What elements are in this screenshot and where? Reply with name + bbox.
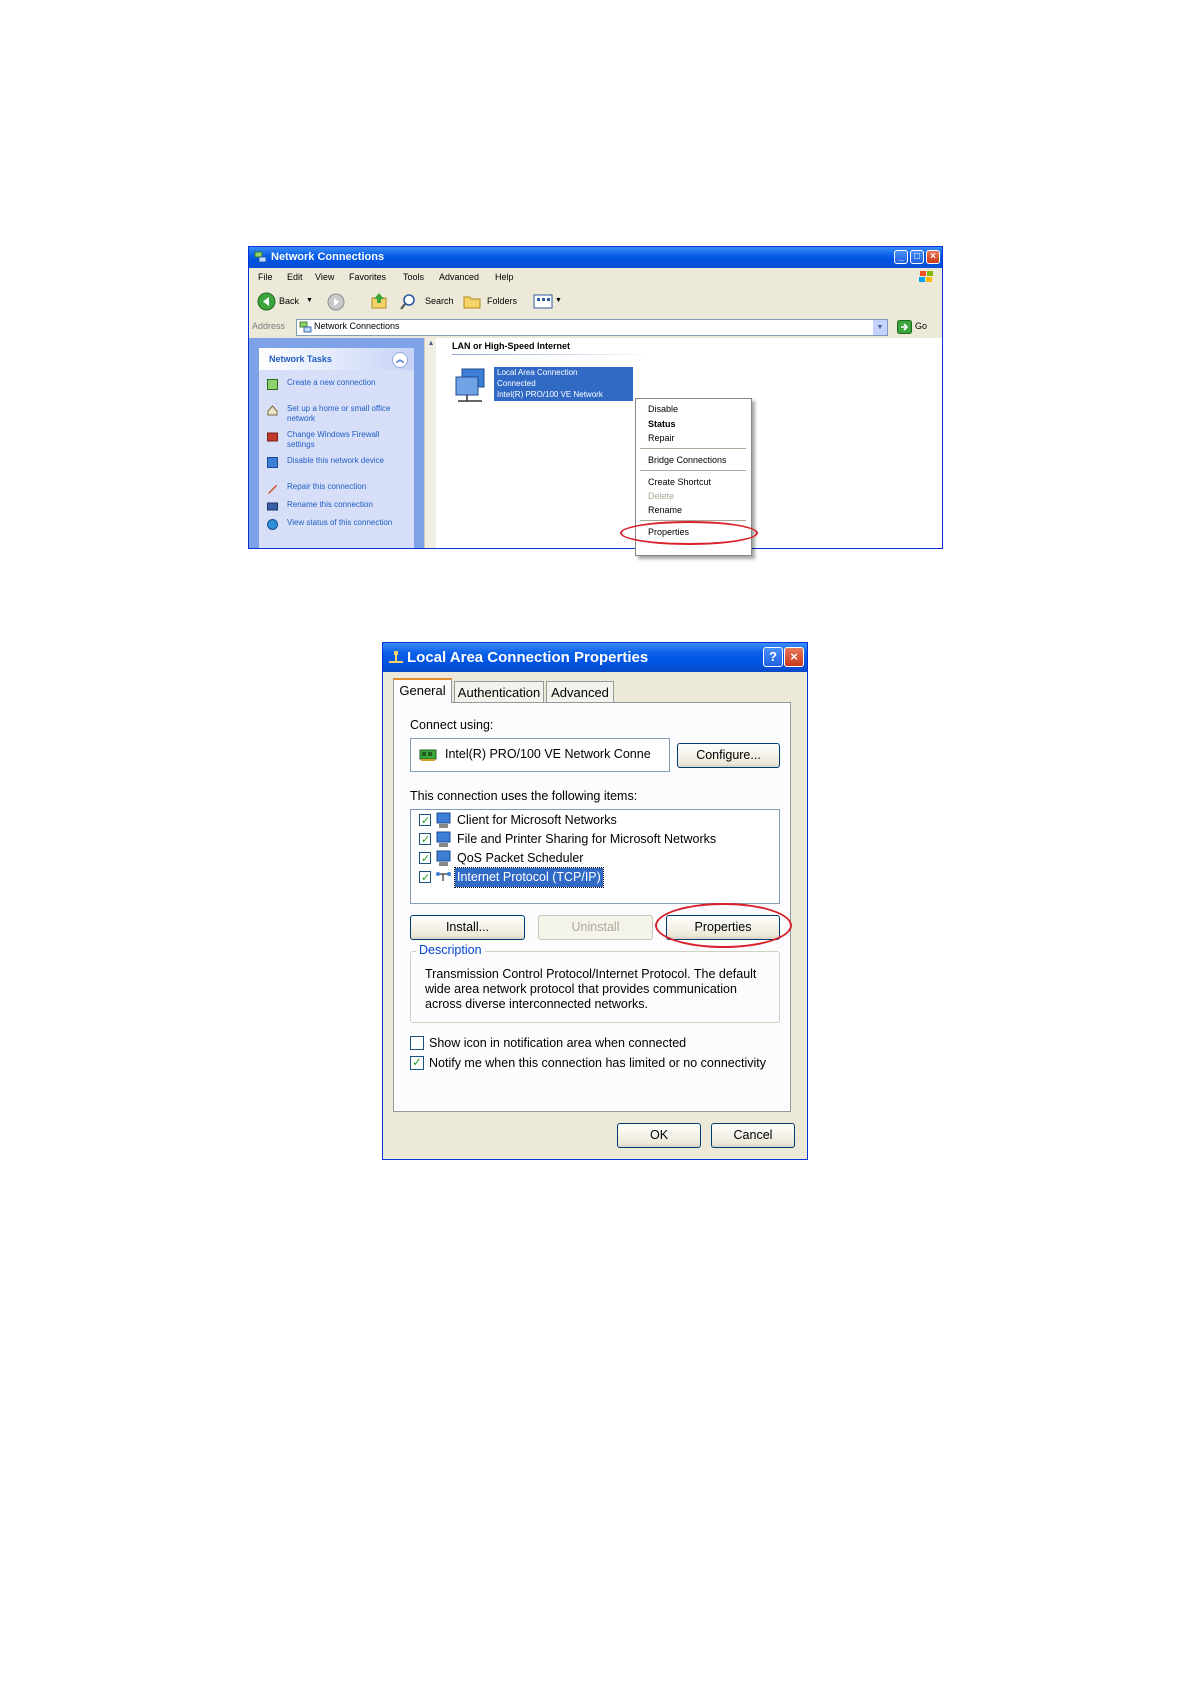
- address-label: Address: [252, 321, 286, 331]
- repair-icon: [267, 483, 278, 494]
- menu-item-status[interactable]: Status: [648, 419, 676, 429]
- windows-logo-icon: [917, 270, 935, 284]
- network-tasks-title: Network Tasks: [269, 354, 332, 364]
- task-sidebar: [249, 338, 424, 549]
- menu-item-disable[interactable]: Disable: [648, 404, 679, 414]
- client-network-icon: [435, 812, 452, 829]
- window-title: Network Connections: [271, 251, 385, 263]
- item-checkbox[interactable]: [419, 833, 431, 845]
- help-button[interactable]: ?: [763, 647, 783, 667]
- description-text: Transmission Control Protocol/Internet Protocol. The default wide area network protocol that provides communication across diverse interconnected networks.: [425, 967, 757, 1011]
- home-network-icon: [267, 405, 278, 416]
- task-label: Rename this connection: [287, 500, 373, 509]
- back-arrow-icon[interactable]: [257, 292, 276, 311]
- folders-button[interactable]: Folders: [487, 296, 518, 306]
- show-icon-checkbox[interactable]: [410, 1036, 424, 1050]
- connect-using-label: Connect using:: [410, 718, 494, 732]
- menu-file[interactable]: File: [258, 272, 273, 282]
- forward-arrow-icon[interactable]: [327, 293, 345, 311]
- uninstall-button: Uninstall: [538, 915, 653, 940]
- properties-button[interactable]: Properties: [666, 915, 780, 940]
- file-printer-sharing-icon: [435, 831, 452, 848]
- close-button[interactable]: ×: [784, 647, 804, 667]
- tab-authentication[interactable]: Authentication: [454, 681, 544, 702]
- checkmark-icon: ✓: [421, 872, 431, 884]
- lan-properties-dialog: [382, 642, 808, 1160]
- menu-item-repair[interactable]: Repair: [648, 433, 675, 443]
- task-label: Create a new connection: [287, 378, 376, 387]
- adapter-name: Intel(R) PRO/100 VE Network Conne: [445, 747, 651, 761]
- task-label: View status of this connection: [287, 518, 393, 527]
- menu-help[interactable]: Help: [495, 272, 514, 282]
- components-list: [410, 809, 780, 904]
- menu-bar: [249, 268, 942, 286]
- menu-favorites[interactable]: Favorites: [349, 272, 387, 282]
- list-item[interactable]: [419, 868, 769, 887]
- address-input[interactable]: [296, 319, 888, 336]
- network-tasks-pane: [259, 348, 414, 549]
- item-label: Client for Microsoft Networks: [457, 813, 617, 827]
- adapter-field: [410, 738, 670, 772]
- task-label: Repair this connection: [287, 482, 367, 491]
- collapse-chevron-icon[interactable]: ︽: [392, 352, 408, 368]
- views-icon[interactable]: [533, 294, 553, 309]
- checkmark-icon: ✓: [421, 853, 431, 865]
- firewall-icon: [267, 431, 278, 442]
- toolbar: [249, 286, 942, 316]
- menu-separator: [640, 470, 746, 471]
- menu-item-delete: Delete: [648, 491, 675, 501]
- menu-item-create-shortcut[interactable]: Create Shortcut: [648, 477, 712, 487]
- qos-scheduler-icon: [435, 850, 452, 867]
- connection-name: Local Area Connection: [497, 368, 578, 377]
- network-connections-icon: [299, 321, 312, 333]
- item-label: Internet Protocol (TCP/IP): [455, 868, 603, 887]
- dialog-title: Local Area Connection Properties: [407, 649, 649, 666]
- back-button[interactable]: Back: [279, 296, 300, 306]
- menu-separator: [640, 448, 746, 449]
- network-tasks-header[interactable]: [259, 348, 414, 370]
- network-adapter-icon: [419, 748, 437, 762]
- minimize-button[interactable]: _: [894, 250, 908, 264]
- group-divider: [452, 354, 652, 355]
- search-icon[interactable]: [399, 293, 417, 311]
- configure-button[interactable]: Configure...: [677, 743, 780, 768]
- network-connections-window: [248, 246, 943, 549]
- search-button[interactable]: Search: [425, 296, 454, 306]
- item-checkbox[interactable]: [419, 871, 431, 883]
- network-connections-icon: [254, 251, 267, 263]
- menu-item-rename[interactable]: Rename: [648, 505, 683, 515]
- task-label: Change Windows Firewall settings: [287, 430, 380, 449]
- connection-status: Connected: [497, 379, 536, 388]
- dialog-title-bar[interactable]: [383, 643, 807, 672]
- group-header: LAN or High-Speed Internet: [452, 341, 571, 351]
- item-checkbox[interactable]: [419, 814, 431, 826]
- tab-advanced[interactable]: Advanced: [546, 681, 614, 702]
- tab-general[interactable]: General: [393, 678, 452, 703]
- cancel-button[interactable]: Cancel: [711, 1123, 795, 1148]
- menu-item-bridge[interactable]: Bridge Connections: [648, 455, 727, 465]
- annotation-oval: [655, 903, 792, 948]
- checkmark-icon: ✓: [421, 834, 431, 846]
- install-button[interactable]: Install...: [410, 915, 525, 940]
- new-connection-icon: [267, 379, 278, 390]
- connection-adapter: Intel(R) PRO/100 VE Network: [497, 390, 603, 399]
- status-icon: [267, 519, 278, 530]
- list-item[interactable]: [419, 830, 769, 849]
- rename-icon: [267, 501, 278, 512]
- views-dropdown-icon[interactable]: ▼: [555, 297, 562, 304]
- menu-edit[interactable]: Edit: [287, 272, 303, 282]
- menu-item-properties[interactable]: Properties: [648, 527, 690, 537]
- go-button[interactable]: Go: [915, 321, 928, 331]
- item-checkbox[interactable]: [419, 852, 431, 864]
- address-value: Network Connections: [314, 321, 400, 331]
- item-label: File and Printer Sharing for Microsoft Networks: [457, 832, 717, 846]
- tcp-ip-protocol-icon: [435, 869, 452, 886]
- address-bar: [249, 316, 942, 338]
- menu-view[interactable]: View: [315, 272, 335, 282]
- close-button[interactable]: ×: [926, 250, 940, 264]
- notify-label: Notify me when this connection has limited or no connectivity: [429, 1056, 766, 1070]
- scroll-up-icon[interactable]: ▲: [427, 340, 435, 347]
- list-item[interactable]: [419, 849, 769, 868]
- task-label: Set up a home or small office network: [287, 404, 391, 423]
- go-arrow-icon[interactable]: [897, 320, 912, 334]
- menu-tools[interactable]: Tools: [403, 272, 425, 282]
- annotation-oval: [620, 521, 758, 545]
- address-dropdown-icon[interactable]: ▼: [873, 320, 887, 335]
- task-label: Disable this network device: [287, 456, 384, 465]
- show-icon-label: Show icon in notification area when connected: [429, 1036, 687, 1050]
- disable-device-icon: [267, 457, 278, 468]
- local-area-connection-item[interactable]: [494, 367, 633, 401]
- items-label: This connection uses the following items:: [410, 789, 638, 803]
- menu-advanced[interactable]: Advanced: [439, 272, 480, 282]
- back-dropdown-icon[interactable]: ▼: [306, 297, 313, 304]
- notify-checkbox[interactable]: [410, 1056, 424, 1070]
- up-folder-icon[interactable]: [370, 292, 388, 310]
- description-title: Description: [416, 943, 485, 957]
- lan-connection-icon: [388, 650, 404, 666]
- checkmark-icon: ✓: [412, 1055, 423, 1069]
- lan-connection-icon[interactable]: [452, 367, 490, 403]
- ok-button[interactable]: OK: [617, 1123, 701, 1148]
- item-label: QoS Packet Scheduler: [457, 851, 584, 865]
- checkmark-icon: ✓: [421, 815, 431, 827]
- title-bar[interactable]: [249, 247, 942, 268]
- maximize-button[interactable]: □: [910, 250, 924, 264]
- folders-icon[interactable]: [463, 294, 481, 309]
- list-item[interactable]: [419, 811, 769, 830]
